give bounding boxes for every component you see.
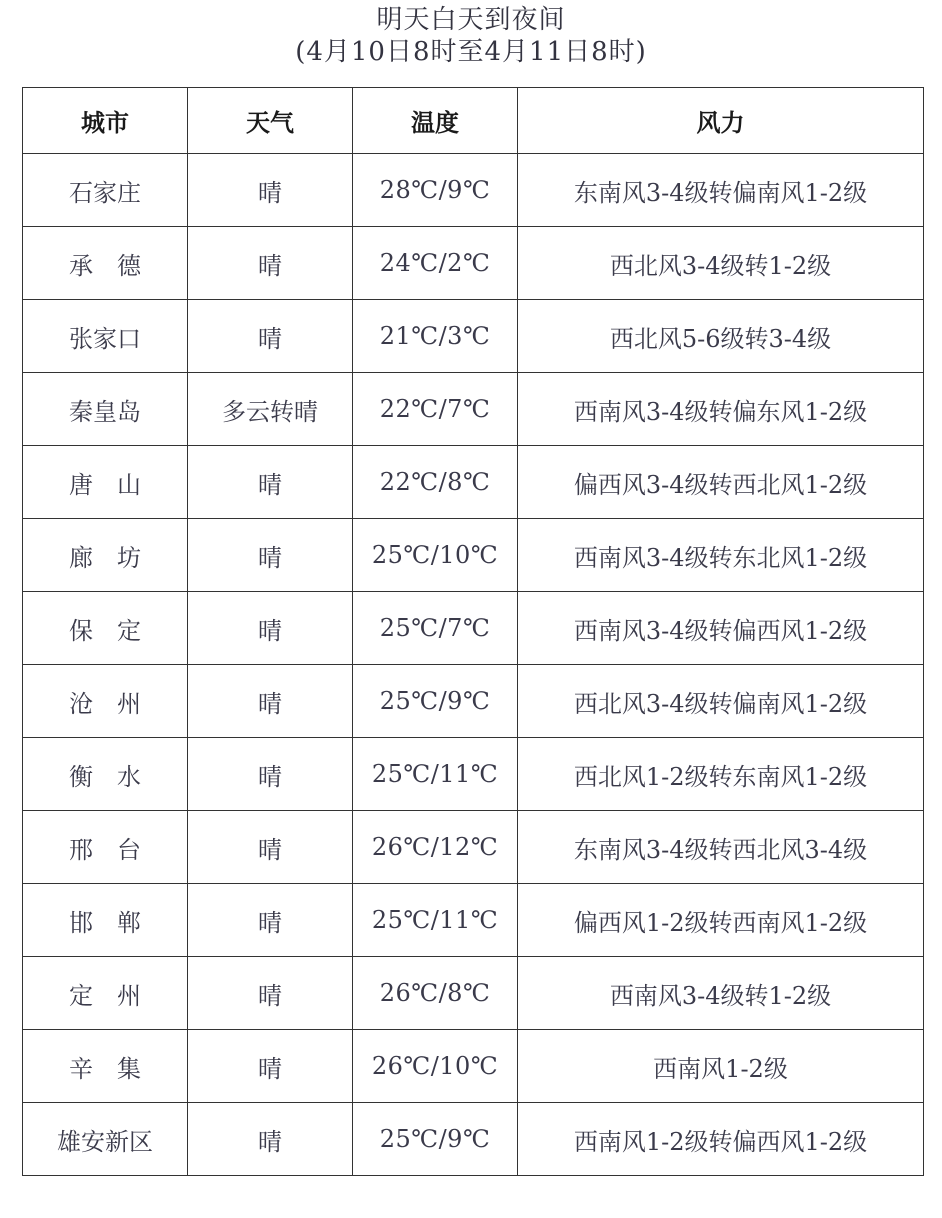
weather-cell: 晴 bbox=[188, 227, 353, 300]
table-row bbox=[23, 811, 924, 884]
temperature-cell: 26℃/10℃ bbox=[353, 1030, 518, 1103]
weather-cell: 晴 bbox=[188, 884, 353, 957]
table-row bbox=[23, 446, 924, 519]
temperature-cell: 25℃/7℃ bbox=[353, 592, 518, 665]
temperature-cell: 28℃/9℃ bbox=[353, 154, 518, 227]
table-row bbox=[23, 665, 924, 738]
temperature-cell: 21℃/3℃ bbox=[353, 300, 518, 373]
weather-cell: 晴 bbox=[188, 154, 353, 227]
city-cell: 廊 坊 bbox=[23, 519, 188, 592]
page-title bbox=[0, 4, 942, 68]
temperature-cell: 25℃/11℃ bbox=[353, 884, 518, 957]
wind-cell: 偏西风3-4级转西北风1-2级 bbox=[518, 446, 924, 519]
city-cell: 邢 台 bbox=[23, 811, 188, 884]
wind-cell: 西南风1-2级转偏西风1-2级 bbox=[518, 1103, 924, 1176]
weather-cell: 晴 bbox=[188, 665, 353, 738]
title-line-1: 明天白天到夜间 bbox=[376, 5, 566, 35]
table-row bbox=[23, 884, 924, 957]
weather-table bbox=[22, 87, 924, 1176]
city-cell: 辛 集 bbox=[23, 1030, 188, 1103]
wind-cell: 东南风3-4级转偏南风1-2级 bbox=[518, 154, 924, 227]
wind-cell: 西北风3-4级转偏南风1-2级 bbox=[518, 665, 924, 738]
header-city: 城市 bbox=[23, 88, 188, 154]
temperature-cell: 26℃/8℃ bbox=[353, 957, 518, 1030]
temperature-cell: 25℃/9℃ bbox=[353, 665, 518, 738]
weather-cell: 晴 bbox=[188, 1030, 353, 1103]
wind-cell: 西南风3-4级转东北风1-2级 bbox=[518, 519, 924, 592]
weather-cell: 晴 bbox=[188, 957, 353, 1030]
wind-cell: 西北风1-2级转东南风1-2级 bbox=[518, 738, 924, 811]
city-cell: 邯 郸 bbox=[23, 884, 188, 957]
table-row bbox=[23, 373, 924, 446]
temperature-cell: 26℃/12℃ bbox=[353, 811, 518, 884]
header-temperature: 温度 bbox=[353, 88, 518, 154]
weather-cell: 晴 bbox=[188, 519, 353, 592]
temperature-cell: 22℃/8℃ bbox=[353, 446, 518, 519]
weather-cell: 晴 bbox=[188, 592, 353, 665]
table-row bbox=[23, 300, 924, 373]
temperature-cell: 24℃/2℃ bbox=[353, 227, 518, 300]
weather-cell: 晴 bbox=[188, 811, 353, 884]
header-wind: 风力 bbox=[518, 88, 924, 154]
header-weather: 天气 bbox=[188, 88, 353, 154]
title-line-2: (4月10日8时至4月11日8时) bbox=[295, 37, 647, 67]
weather-cell: 晴 bbox=[188, 738, 353, 811]
table-row bbox=[23, 592, 924, 665]
weather-cell: 晴 bbox=[188, 300, 353, 373]
city-cell: 雄安新区 bbox=[23, 1103, 188, 1176]
temperature-cell: 25℃/10℃ bbox=[353, 519, 518, 592]
wind-cell: 东南风3-4级转西北风3-4级 bbox=[518, 811, 924, 884]
table-row bbox=[23, 1030, 924, 1103]
wind-cell: 偏西风1-2级转西南风1-2级 bbox=[518, 884, 924, 957]
weather-cell: 晴 bbox=[188, 1103, 353, 1176]
wind-cell: 西南风3-4级转1-2级 bbox=[518, 957, 924, 1030]
city-cell: 秦皇岛 bbox=[23, 373, 188, 446]
wind-cell: 西北风3-4级转1-2级 bbox=[518, 227, 924, 300]
city-cell: 衡 水 bbox=[23, 738, 188, 811]
city-cell: 张家口 bbox=[23, 300, 188, 373]
wind-cell: 西南风1-2级 bbox=[518, 1030, 924, 1103]
temperature-cell: 25℃/9℃ bbox=[353, 1103, 518, 1176]
weather-cell: 晴 bbox=[188, 446, 353, 519]
table-row bbox=[23, 154, 924, 227]
wind-cell: 西南风3-4级转偏东风1-2级 bbox=[518, 373, 924, 446]
table-header-row bbox=[23, 88, 924, 154]
city-cell: 石家庄 bbox=[23, 154, 188, 227]
city-cell: 唐 山 bbox=[23, 446, 188, 519]
city-cell: 沧 州 bbox=[23, 665, 188, 738]
table-row bbox=[23, 519, 924, 592]
wind-cell: 西南风3-4级转偏西风1-2级 bbox=[518, 592, 924, 665]
weather-cell: 多云转晴 bbox=[188, 373, 353, 446]
table-row bbox=[23, 227, 924, 300]
temperature-cell: 25℃/11℃ bbox=[353, 738, 518, 811]
city-cell: 保 定 bbox=[23, 592, 188, 665]
temperature-cell: 22℃/7℃ bbox=[353, 373, 518, 446]
wind-cell: 西北风5-6级转3-4级 bbox=[518, 300, 924, 373]
city-cell: 承 德 bbox=[23, 227, 188, 300]
table-row bbox=[23, 1103, 924, 1176]
table-row bbox=[23, 738, 924, 811]
city-cell: 定 州 bbox=[23, 957, 188, 1030]
table-row bbox=[23, 957, 924, 1030]
